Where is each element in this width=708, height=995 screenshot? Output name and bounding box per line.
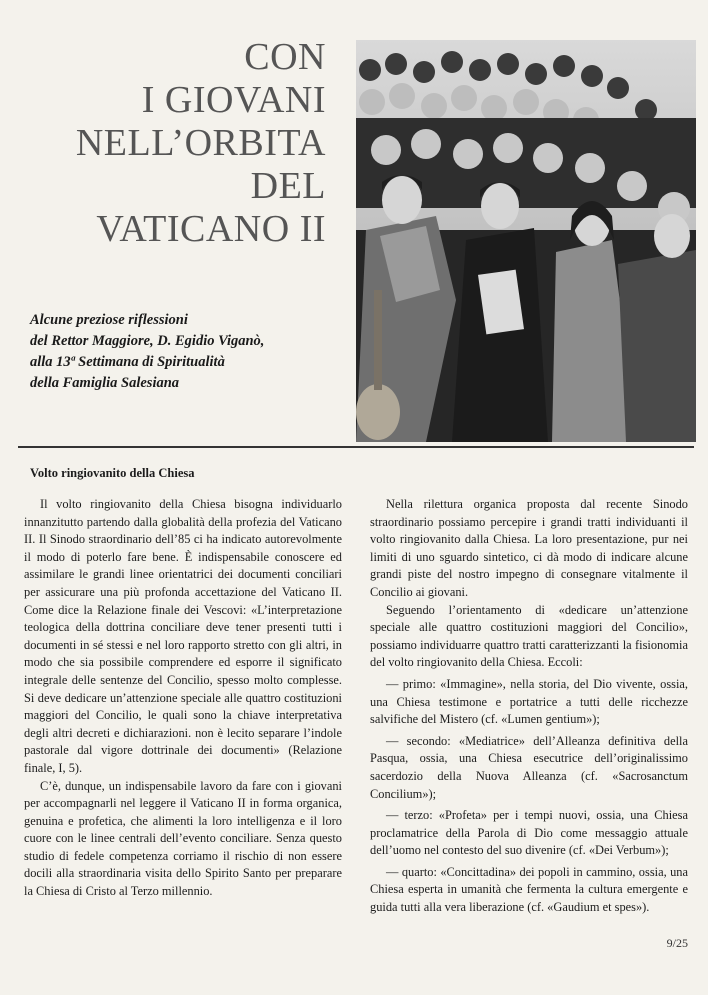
page-number: 9/25: [666, 936, 688, 950]
group-photo: [356, 40, 696, 442]
horizontal-rule: [18, 446, 694, 448]
subtitle-line: del Rettor Maggiore, D. Egidio Viganò,: [30, 333, 265, 349]
title-line: DEL: [250, 165, 326, 207]
left-column: [24, 496, 342, 901]
list-item: — terzo: «Profeta» per i tempi nuovi, ossia, una Chiesa proclamatrice della Parola di Dio come messaggio attuale dell’uomo nel contesto del suo divenire (cf. «Dei Verbum»);: [370, 808, 688, 858]
section-heading: Volto ringiovanito della Chiesa: [30, 466, 195, 480]
subtitle-line: alla 13ª Settimana di Spiritualità: [30, 354, 225, 370]
article-title: [30, 36, 326, 251]
subtitle-line: Alcune preziose riflessioni: [30, 312, 188, 328]
right-column: [370, 496, 688, 917]
article-subtitle: [30, 310, 330, 394]
title-line: I GIOVANI: [141, 79, 326, 121]
group-photo-image: [356, 40, 696, 442]
list-item: — primo: «Immagine», nella storia, del Dio vivente, ossia, una Chiesa testimone e portatrice a tutti delle ricchezze salvifiche del Mistero (cf. «Lumen gentium»);: [370, 676, 688, 727]
title-line: VATICANO II: [96, 208, 326, 250]
list-item: — quarto: «Concittadina» dei popoli in cammino, ossia, una Chiesa esperta in umanità che fermenta la cultura emergente e guida tutti alla vera liberazione (cf. «Gaudium et spes»).: [370, 864, 688, 915]
paragraph: C’è, dunque, un indispensabile lavoro da fare con i giovani per accompagnarli nel leggere il Vaticano II in forma organica, genuina e profetica, che alimenti la loro intelligenza e il loro cuore con le linee centrali dell’evento conciliare. Senza questo studio di fedele competenza corriamo il rischio di non essere docili alla straordinaria visita dello Spirito Santo per preparare la Chiesa di Cristo al Terzo millennio.: [24, 778, 342, 899]
title-line: CON: [244, 36, 326, 78]
paragraph: Il volto ringiovanito della Chiesa bisogna individuarlo innanzitutto partendo dalla globalità della profezia del Vaticano II. Il Sinodo straordinario dell’85 ci ha indicato autorevolmente il modo di poterlo fare bene. È indispensabile conoscere ed assimilare le grandi linee orientatrici dei documenti conciliari per assicurare una più profonda accettazione del Vaticano II. Come dice la Relazione finale dei Vescovi: «L’interpretazione teologica della dottrina conciliare deve tener presenti tutti i documenti in sé stessi e nel loro rapporto stretto con gli altri, in modo che sia possibile comprendere ed esporre il significato integrale delle sentenze del Concilio, spesso molto complesse. Si deve dedicare un’attenzione speciale alle quattro costituzioni maggiori del Concilio, le quali sono la chiave interpretativa degli altri decreti e dichiarazioni. non è lecito separare l’indole pastorale dal vigore dottrinale dei documenti» (Relazione finale, I, 5).: [24, 497, 342, 775]
title-line: NELL’ORBITA: [75, 122, 326, 164]
paragraph: Seguendo l’orientamento di «dedicare un’attenzione speciale alle quattro costituzioni maggiori del Concilio», possiamo individuarre quattro tratti caratterizzanti la fisionomia del volto ringiovanito della Chiesa. Eccoli:: [370, 602, 688, 670]
paragraph: Nella rilettura organica proposta dal recente Sinodo straordinario possiamo percepire i grandi tratti individuanti il volto ringiovanito dalla Chiesa. La loro presentazione, pur nei limiti di uno sguardo sintetico, ci dà modo di indicare alcune grandi piste del nostro impegno di consegnare vitalmente il Concilio ai giovani.: [370, 497, 688, 599]
list-item: — secondo: «Mediatrice» dell’Alleanza definitiva della Pasqua, ossia, una Chiesa esecutrice dell’originalissimo sacerdozio della Nuova Alleanza (cf. «Sacrosanctum Concilium»);: [370, 733, 688, 801]
subtitle-line: della Famiglia Salesiana: [30, 375, 180, 391]
